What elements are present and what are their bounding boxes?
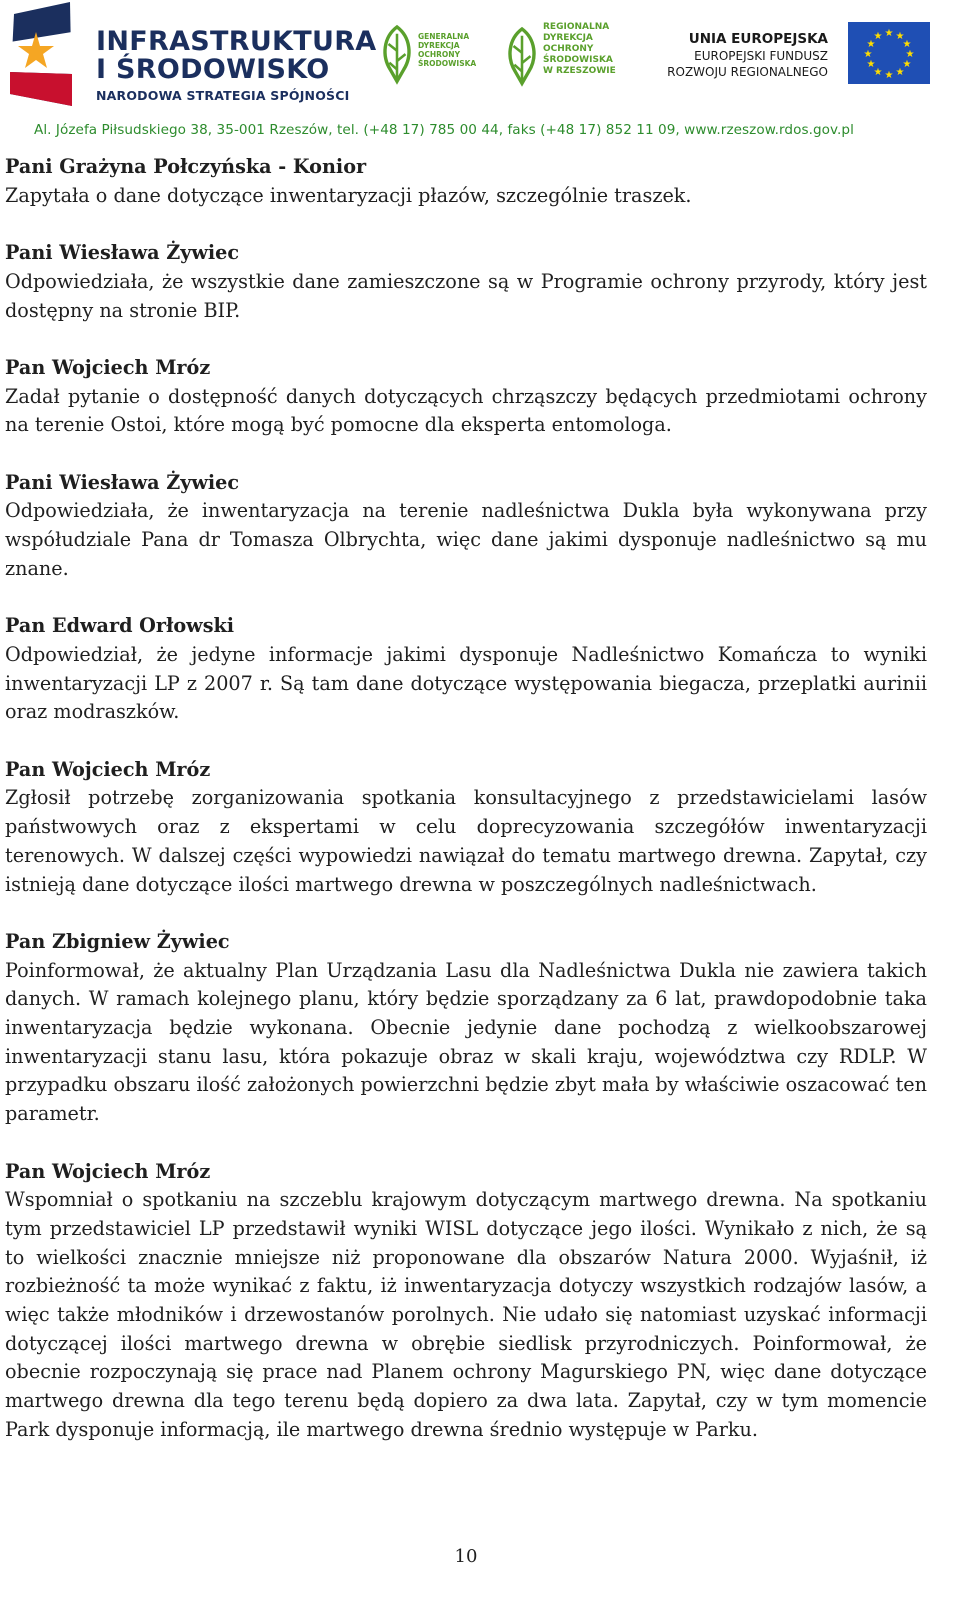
eu-flag-icon	[848, 22, 930, 84]
rdos-line: W RZESZOWIE	[543, 66, 616, 76]
gdos-line: ŚRODOWISKA	[418, 59, 477, 68]
statement-text: Odpowiedziała, że inwentaryzacja na terenie nadleśnictwa Dukla była wykonywana przy współudziale Pana dr Tomasza Olbrychta, więc dane jakimi dysponuje nadleśnictwo są mu znane.	[5, 499, 927, 580]
statement	[5, 928, 927, 1129]
speaker-name: Pani Wiesława Żywiec	[5, 470, 240, 494]
svg-text:★: ★	[866, 39, 876, 50]
svg-text:★: ★	[866, 59, 876, 70]
statement	[5, 354, 927, 440]
rdos-logo	[505, 20, 617, 96]
statement-text: Odpowiedziała, że wszystkie dane zamieszczone są w Programie ochrony przyrody, który jest dostępny na stronie BIP.	[5, 269, 927, 322]
svg-text:★: ★	[873, 31, 883, 42]
letterhead	[0, 0, 960, 150]
statement-text: Wspomniał o spotkaniu na szczeblu krajowym dotyczącym martwego drewna. Na spotkaniu tym przedstawiciel LP przedstawił wyniki WISL dotyczące jego ilości. Wynikało z nich, że są to wielkości znacznie mniejsze niż proponowane dla obszarów Natura 2000. Wyjaśnił, iż rozbieżność ta może wynikać z faktu, iż inwentaryzacja dotyczy wszystkich rodzajów lasów, a więc także młodników i drzewostanów porolnych. Nie udało się natomiast uzyskać informacji dotyczącej ilości martwego drewna w obrębie siedlisk przyrodniczych. Poinformował, że obecnie rozpoczynają się prace nad Planem ochrony Magurskiego PN, więc dane dotyczące martwego drewna dla tego terenu będą dopiero za dwa lata. Zapytał, czy w tym momencie Park dysponuje informacją, ile martwego drewna średnio występuje w Parku.	[5, 1188, 927, 1441]
speaker-name: Pan Edward Orłowski	[5, 614, 235, 638]
minutes-body	[5, 153, 927, 1473]
svg-text:★: ★	[895, 67, 905, 78]
rdos-line: REGIONALNA	[543, 22, 610, 32]
gdos-line: DYREKCJA	[418, 41, 460, 50]
svg-text:★: ★	[902, 39, 912, 50]
svg-text:★: ★	[905, 49, 915, 60]
statement-text: Zadał pytanie o dostępność danych dotyczących chrząszczy będących przedmiotami ochrony na terenie Ostoi, które mogą być pomocne dla eksperta entomologa.	[5, 384, 927, 437]
statement	[5, 239, 927, 325]
leaf-icon	[505, 22, 539, 92]
statement	[5, 756, 927, 900]
leaf-icon	[380, 22, 414, 88]
rdos-line: ŚRODOWISKA	[543, 55, 613, 65]
speaker-name: Pan Zbigniew Żywiec	[5, 929, 230, 953]
program-name-line1: INFRASTRUKTURA	[96, 26, 377, 57]
statement-text: Zgłosił potrzebę zorganizowania spotkania konsultacyjnego z przedstawicielami lasów państwowych oraz z ekspertami w celu doprecyzowania szczegółów inwentaryzacji terenowych. W dalszej części wypowiedzi nawiązał do tematu martwego drewna. Zapytał, czy istnieją dane dotyczące ilości martwego drewna w poszczególnych nadleśnictwach.	[5, 786, 927, 896]
eu-fund-label	[643, 30, 828, 80]
gdos-logo	[380, 22, 480, 92]
statement-text: Poinformował, że aktualny Plan Urządzania Lasu dla Nadleśnictwa Dukla nie zawiera takich danych. W ramach kolejnego planu, który będzie sporządzany za 6 lat, prawdopodobnie taka inwentaryzacja będzie wykonana. Obecnie jedynie dane pochodzą z wielkoobszarowej inwentaryzacji stanu lasu, która pokazuje obraz w skali kraju, województwa czy RDLP. W przypadku obszaru ilość założonych powierzchni będzie zbyt mała by właściwie oszacować ten parametr.	[5, 958, 927, 1126]
eu-line2: EUROPEJSKI FUNDUSZ	[694, 49, 828, 63]
contact-address: Al. Józefa Piłsudskiego 38, 35-001 Rzeszów, tel. (+48 17) 785 00 44, faks (+48 17) 852 11 09, www.rzeszow.rdos.gov.pl	[34, 122, 854, 138]
eu-line1: UNIA EUROPEJSKA	[688, 31, 828, 47]
statement	[5, 1158, 927, 1445]
rdos-line: OCHRONY	[543, 44, 594, 54]
infrastruktura-logo	[6, 2, 377, 106]
gdos-line: GENERALNA	[418, 32, 470, 41]
svg-text:★: ★	[895, 31, 905, 42]
speaker-name: Pan Wojciech Mróz	[5, 355, 211, 379]
statement-text: Zapytała o dane dotyczące inwentaryzacji płazów, szczególnie traszek.	[5, 183, 692, 207]
speaker-name: Pani Grażyna Połczyńska - Konior	[5, 155, 367, 178]
statement	[5, 469, 927, 584]
statement	[5, 153, 927, 210]
svg-text:★: ★	[884, 70, 894, 81]
svg-text:★: ★	[873, 67, 883, 78]
statement	[5, 612, 927, 727]
svg-text:★: ★	[884, 28, 894, 39]
statement-text: Odpowiedział, że jedyne informacje jakimi dysponuje Nadleśnictwo Komańcza to wyniki inwentaryzacji LP z 2007 r. Są tam dane dotyczące występowania biegacza, przeplatki aurinii oraz modraszków.	[5, 642, 927, 724]
gdos-line: OCHRONY	[418, 50, 461, 59]
program-name-line2: I ŚRODOWISKO	[96, 54, 330, 85]
svg-text:★: ★	[902, 59, 912, 70]
rdos-line: DYREKCJA	[543, 33, 593, 43]
program-subtitle: NARODOWA STRATEGIA SPÓJNOŚCI	[96, 88, 350, 103]
page-number: 10	[454, 1546, 478, 1567]
eu-line3: ROZWOJU REGIONALNEGO	[667, 65, 828, 79]
speaker-name: Pani Wiesława Żywiec	[5, 241, 240, 265]
speaker-name: Pan Wojciech Mróz	[5, 757, 211, 781]
svg-text:★: ★	[863, 49, 873, 60]
speaker-name: Pan Wojciech Mróz	[5, 1159, 211, 1183]
flag-star-icon	[6, 2, 76, 106]
